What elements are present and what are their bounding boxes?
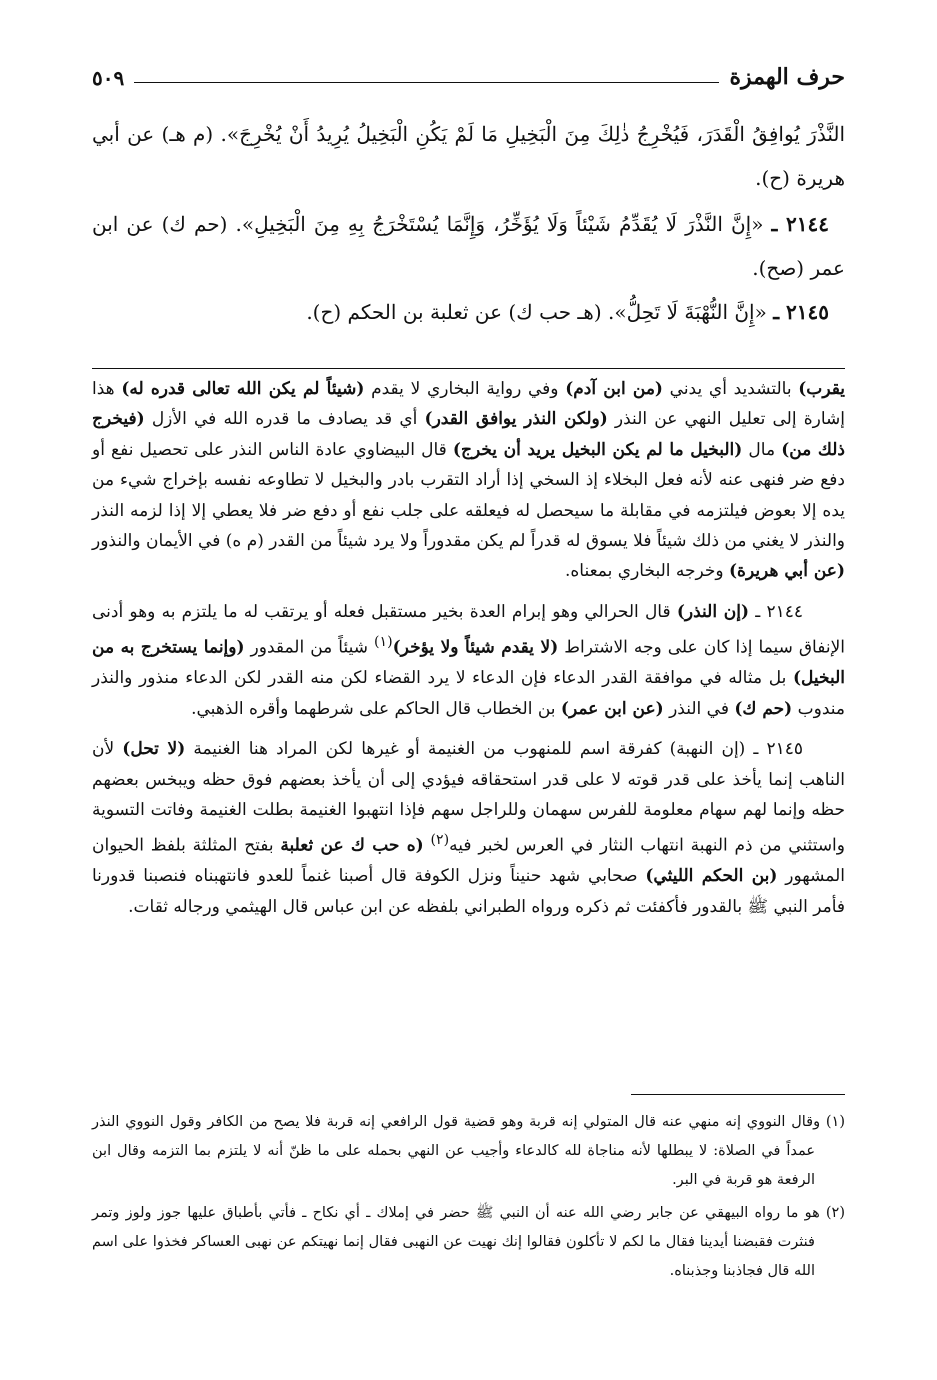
commentary xyxy=(92,374,845,932)
hadith-text xyxy=(92,112,845,334)
chapter-title: حرف الهمزة xyxy=(729,64,845,90)
commentary-paragraph: ٢١٤٥ ـ (إن النهبة) كفرقة اسم للمنهوب من الغنيمة أو غيرها لكن المراد هنا الغنيمة (لا تحل) لأن الناهب إنما يأخذ على قدر قوته لا على قدر استحقاقه فيؤدي إلى أن يأخذ بعضهم فوق حظه ويبخس بعضهم حظه وإنما لهم سهام معلومة للفرس سهمان وللراجل سهم فإذا انتهبوا الغنيمة بطلت الغنيمة وفاتت التسوية واستثني من ذم النهبة انتهاب النثار في العرس لخبر فيه$^{(٢)}$ (ه حب ك عن ثعلبة بفتح المثلثة بلفظ الحيوان المشهور (بن الحكم الليثي) صحابي شهد حنيناً ونزل الكوفة قال أصبنا غنماً للعدو فانتهبناه فنصبنا قدورنا فأمر النبي ﷺ بالقدور فأكفئت ثم ذكره ورواه الطبراني بلفظه عن ابن عباس قال الهيثمي ورجاله ثقات. xyxy=(92,739,845,917)
commentary-paragraph: ٢١٤٤ ـ (إن النذر) قال الحرالي وهو إبرام العدة بخير مستقبل فعله أو يرتقب له ما يلتزم به وهو أدنى الإنفاق سيما إذا كان على وجه الاشتراط (لا يقدم شيئاً ولا يؤخر)$^{(١)}$ شيئاً من المقدور (وإنما يستخرج به من البخيل) بل مثاله في موافقة القدر الدعاء فإن الدعاء لا يرد القضاء لكن منه القدر لكن الدعاء منذور والنذر مندوب (حم ك) في النذر (عن ابن عمر) بن الخطاب قال الحاكم على شرطهما وأقره الذهبي. xyxy=(92,601,846,719)
hadith-body: «إِنَّ النَّذْرَ لَا يُقَدِّمُ شَيْئاً وَلَا يُؤَخِّرُ، وَإِنَّمَا يُسْتَخْرَجُ بِهِ مِنَ الْبَخِيلِ». (حم ك) عن ابن عمر (صح). xyxy=(92,212,845,280)
footnote-ref: (١) xyxy=(373,634,393,651)
hadith-continuation: النَّذْرَ يُوافِقُ الْقَدَرَ، فَيُخْرِجُ ذٰلِكَ مِنَ الْبَخِيلِ مَا لَمْ يَكُنِ الْبَخِيلُ يُرِيدُ أَنْ يُخْرِجَ». (م هـ) عن أبي هريرة (ح). xyxy=(92,122,846,190)
hadith-body: «إِنَّ النُّهْبَةَ لَا تَحِلُّ». (هـ حب ك) عن ثعلبة بن الحكم (ح). xyxy=(306,300,767,324)
commentary-paragraph: يقرب) بالتشديد أي يدني (من ابن آدم) وفي رواية البخاري لا يقدم (شيئاً لم يكن الله تعالى قدره له) هذا إشارة إلى تعليل النهي عن النذر (ولكن النذر يوافق القدر) أي قد يصادف ما قدره الله في الأزل (فيخرج ذلك من) مال (البخيل ما لم يكن البخيل يريد أن يخرج) قال البيضاوي عادة الناس النذر على تحصيل نفع أو دفع ضر فنهى عنه لأنه فعل البخلاء إذ السخي إذا أراد التقرب بادر والبخيل لا تطاوعه نفسه بإخراج شيء من يده إلا بعوض فيلتزمه في مقابلة ما سيحصل له فيعلقه على جلب نفع أو دفع ضر فلا يعطي إلا إذا لزمه النذر والنذر لا يغني من ذلك شيئاً فلا يسوق له قدراً لم يكن مقدوراً ولا يرد شيئاً من القدر (م ه) في الأيمان والنذور (عن أبي هريرة) وخرجه البخاري بمعناه. xyxy=(92,379,846,582)
footnote-ref: (٢) xyxy=(430,832,450,849)
hadith-2144 xyxy=(92,202,845,290)
footnotes xyxy=(92,1108,845,1290)
footnote-2: (٢) هو ما رواه البيهقي عن جابر رضي الله عنه أن النبي ﷺ حضر في إملاك ـ أي نكاح ـ فأتي بأطباق عليها جوز ولوز وتمر فنثرت فقبضنا أيدينا فقال ما لكم لا تأكلون فقالوا إنك نهيت عن النهبى فقال إنما نهيتكم عن نهبى العساكر فخذوا على اسم الله قال فجاذبنا وجذبناه. xyxy=(92,1205,845,1279)
hadith-2145 xyxy=(92,290,845,334)
footnote-1: (١) وقال النووي إنه منهي عنه قال المتولي إنه قربة وهو قضية قول الرافعي إنه قربة فلا يصح من الكافر وقول النووي النذر عمداً في الصلاة: لا يبطلها لأنه مناجاة لله كالدعاء وأجيب عن النهي بحمله على ما ظنّ أنه لا يلتزم بما التزمه وقال ابن الرفعة هو قربة في البر. xyxy=(92,1114,845,1188)
text-separator xyxy=(92,368,845,369)
page-number: ٥٠٩ xyxy=(92,66,125,90)
hadith-number: ٢١٤٤ ـ xyxy=(771,212,830,236)
footnote-separator xyxy=(631,1094,845,1095)
header-rule xyxy=(134,82,719,83)
hadith-number: ٢١٤٥ ـ xyxy=(773,300,829,324)
page-header xyxy=(92,60,845,90)
